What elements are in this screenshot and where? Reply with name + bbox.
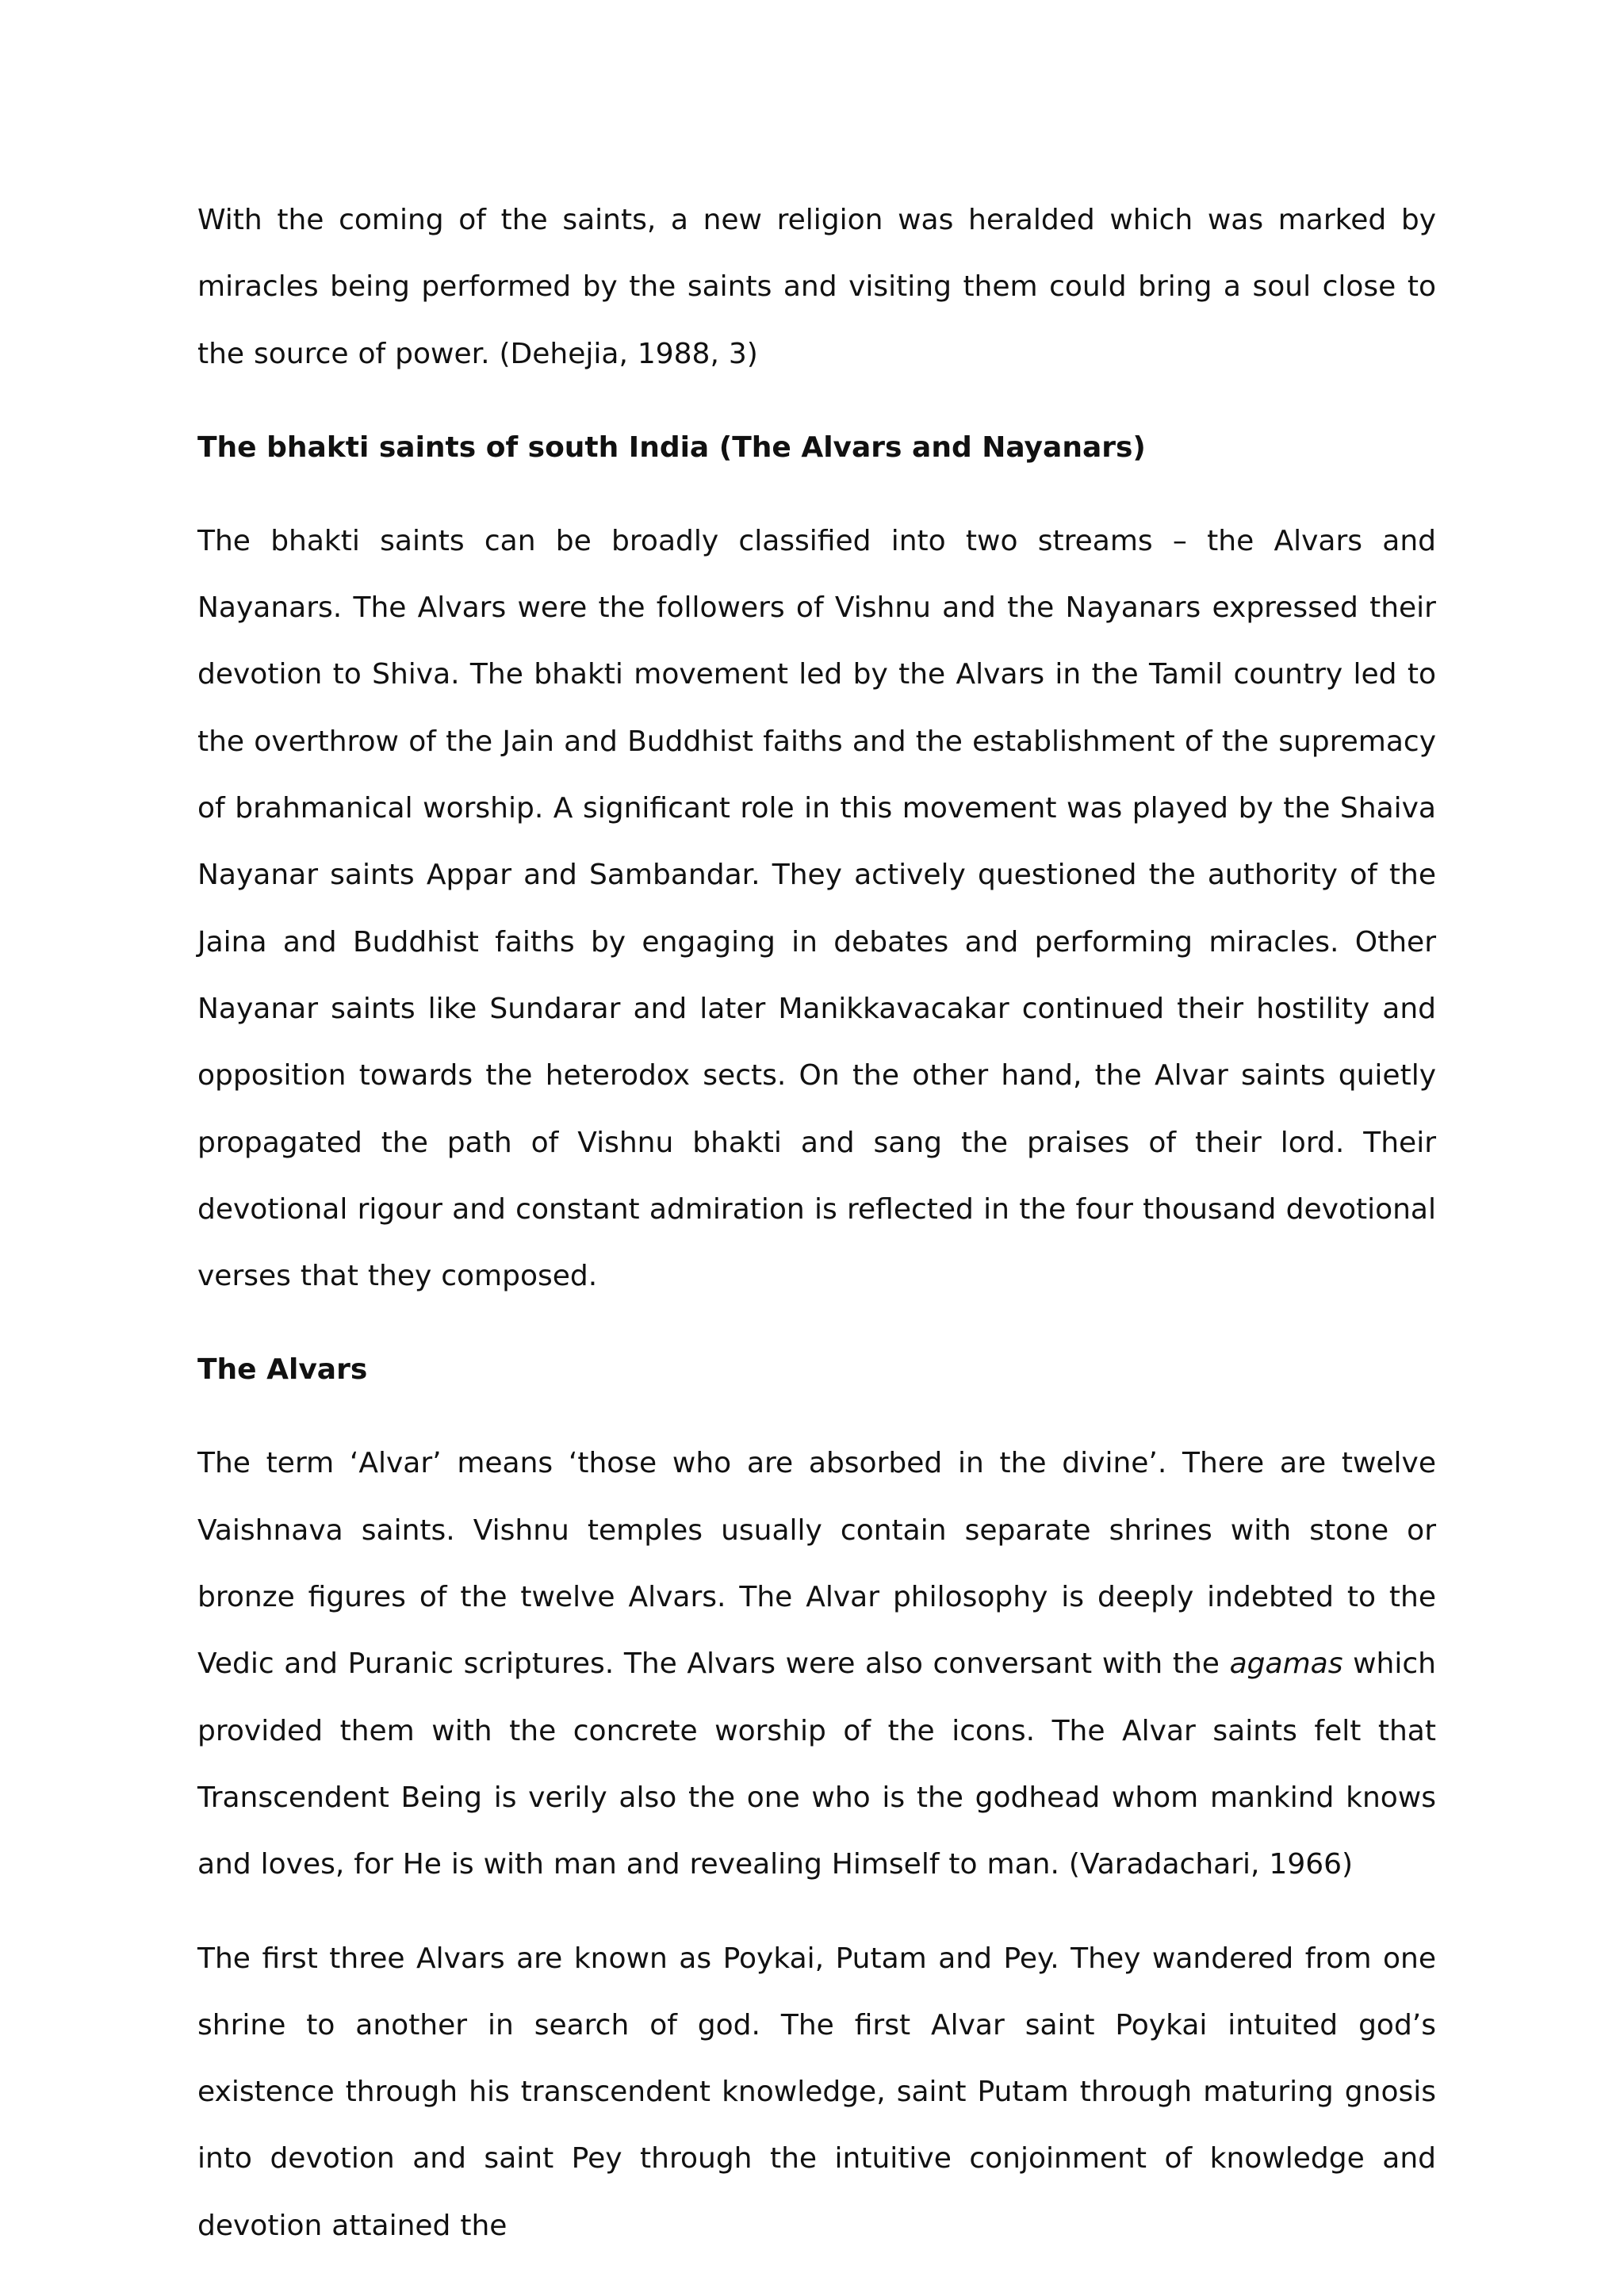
document-page [197,187,1436,2260]
section-heading-alvars: The Alvars [197,1353,368,1387]
intro-paragraph: With the coming of the saints, a new religion was heralded which was marked by miracles being performed by the saints and visiting them could bring a soul close to the source of power. (Dehejia, 1988, 3) [197,204,1436,370]
section-heading-bhakti-saints: The bhakti saints of south India (The Alvars and Nayanars) [197,430,1146,464]
first-three-alvars-paragraph: The first three Alvars are known as Poykai, Putam and Pey. They wandered from one shrine to another in search of god. The first Alvar saint Poykai intuited god’s existence through his transcendent knowledge, saint Putam through maturing gnosis into devotion and saint Pey through the intuitive conjoinment of knowledge and devotion attained the [197,1942,1436,2242]
alvars-term-paragraph [197,1430,1436,1898]
alvars-term-text-1: The term ‘Alvar’ means ‘those who are absorbed in the divine’. There are twelve Vaishnava saints. Vishnu temples usually contain separate shrines with stone or bronze figures of the twelve Alvars. The Alvar philosophy is deeply indebted to the Vedic and Puranic scriptures. The Alvars were also conversant with the [197,1447,1436,1681]
bhakti-saints-paragraph: The bhakti saints can be broadly classified into two streams – the Alvars and Nayanars. The Alvars were the followers of Vishnu and the Nayanars expressed their devotion to Shiva. The bhakti movement led by the Alvars in the Tamil country led to the overthrow of the Jain and Buddhist faiths and the establishment of the supremacy of brahmanical worship. A significant role in this movement was played by the Shaiva Nayanar saints Appar and Sambandar. They actively questioned the authority of the Jaina and Buddhist faiths by engaging in debates and performing miracles. Other Nayanar saints like Sundarar and later Manikkavacakar continued their hostility and opposition towards the heterodox sects. On the other hand, the Alvar saints quietly propagated the path of Vishnu bhakti and sang the praises of their lord. Their devotional rigour and constant admiration is reflected in the four thousand devotional verses that they composed. [197,524,1436,1293]
alvars-term-text-2: which provided them with the concrete worship of the icons. The Alvar saints felt that Transcendent Being is verily also the one who is the godhead whom mankind knows and loves, for He is with man and revealing Himself to man. (Varadachari, 1966) [197,1647,1436,1881]
agamas-italic-term: agamas [1229,1647,1343,1681]
